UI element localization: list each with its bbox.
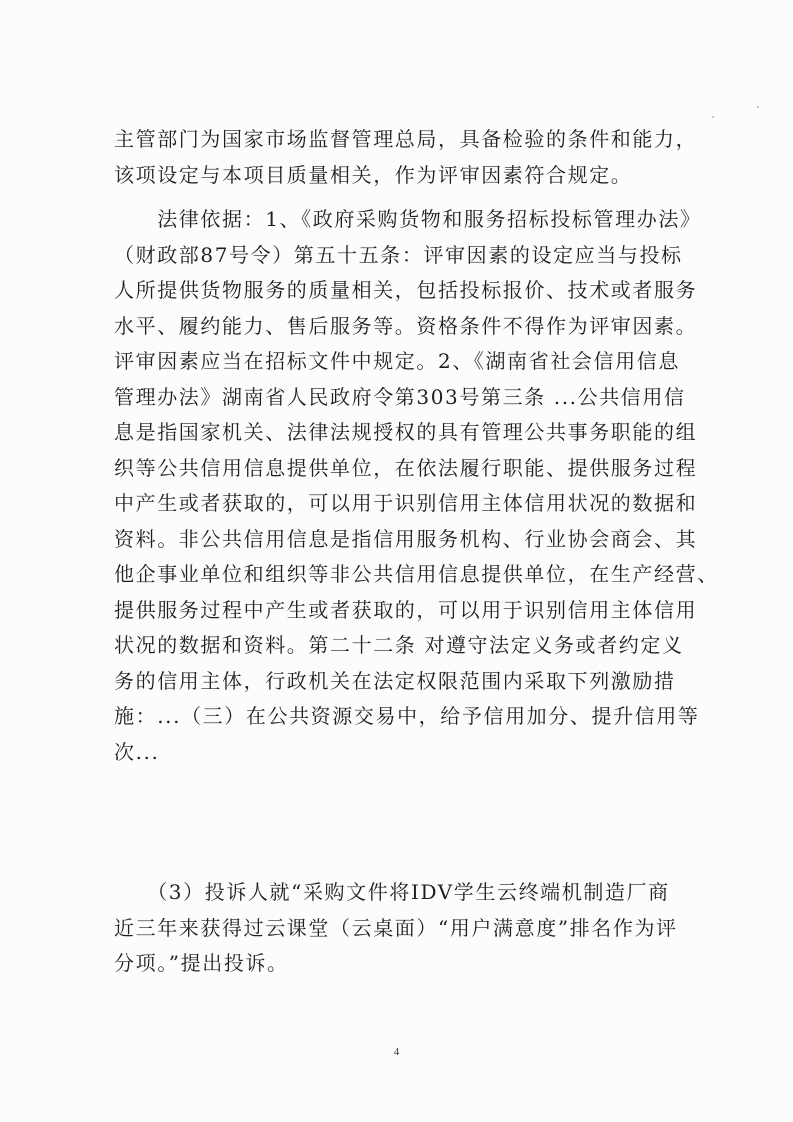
text-line: 主管部门为国家市场监督管理总局，具备检验的条件和能力， [114,127,698,151]
text-line: 水平、履约能力、售后服务等。资格条件不得作为评审因素。 [114,313,698,338]
text-line: 状况的数据和资料。第二十二条 对遵守法定义务或者约定义 [114,633,684,657]
page-number: 4 [393,1046,400,1058]
text-line: 中产生或者获取的，可以用于识别信用主体信用状况的数据和 [114,491,698,515]
text-line: 织等公共信用信息提供单位，在依法履行职能、提供服务过程 [114,455,698,480]
text-line: 次... [114,739,160,764]
paragraph-3-complaint [114,875,686,982]
scan-speck [757,106,759,108]
text-line: 法律依据：1、《政府采购货物和服务招标投标管理办法》 [114,207,702,231]
text-line: （3）投诉人就“采购文件将IDV学生云终端机制造厂商 [114,880,670,904]
text-line: 评审因素应当在招标文件中规定。2、《湖南省社会信用信息 [114,349,680,373]
text-line: 施：...（三）在公共资源交易中，给予信用加分、提升信用等 [114,704,700,728]
text-line: 资料。非公共信用信息是指信用服务机构、行业协会商会、其 [114,526,698,551]
text-line: 提供服务过程中产生或者获取的，可以用于识别信用主体信用 [114,597,698,622]
text-line: 分项。”提出投诉。 [114,951,289,975]
text-line: 务的信用主体，行政机关在法定权限范围内采取下列激励措 [114,668,676,693]
text-line: （财政部87号令）第五十五条：评审因素的设定应当与投标 [114,242,683,267]
paragraph-1 [114,122,698,193]
text-line: 管理办法》湖南省人民政府令第303号第三条 ...公共信用信 [114,384,686,409]
text-line: 他企事业单位和组织等非公共信用信息提供单位，在生产经营、 [114,562,719,586]
text-line: 近三年来获得过云课堂（云桌面）“用户满意度”排名作为评 [114,915,678,940]
paragraph-2-legal-basis [114,202,719,770]
text-line: 该项设定与本项目质量相关，作为评审因素符合规定。 [114,162,633,187]
text-line: 人所提供货物服务的质量相关，包括投标报价、技术或者服务 [114,278,698,302]
text-line: 息是指国家机关、法律法规授权的具有管理公共事务职能的组 [114,420,698,444]
scan-speck [712,116,714,118]
